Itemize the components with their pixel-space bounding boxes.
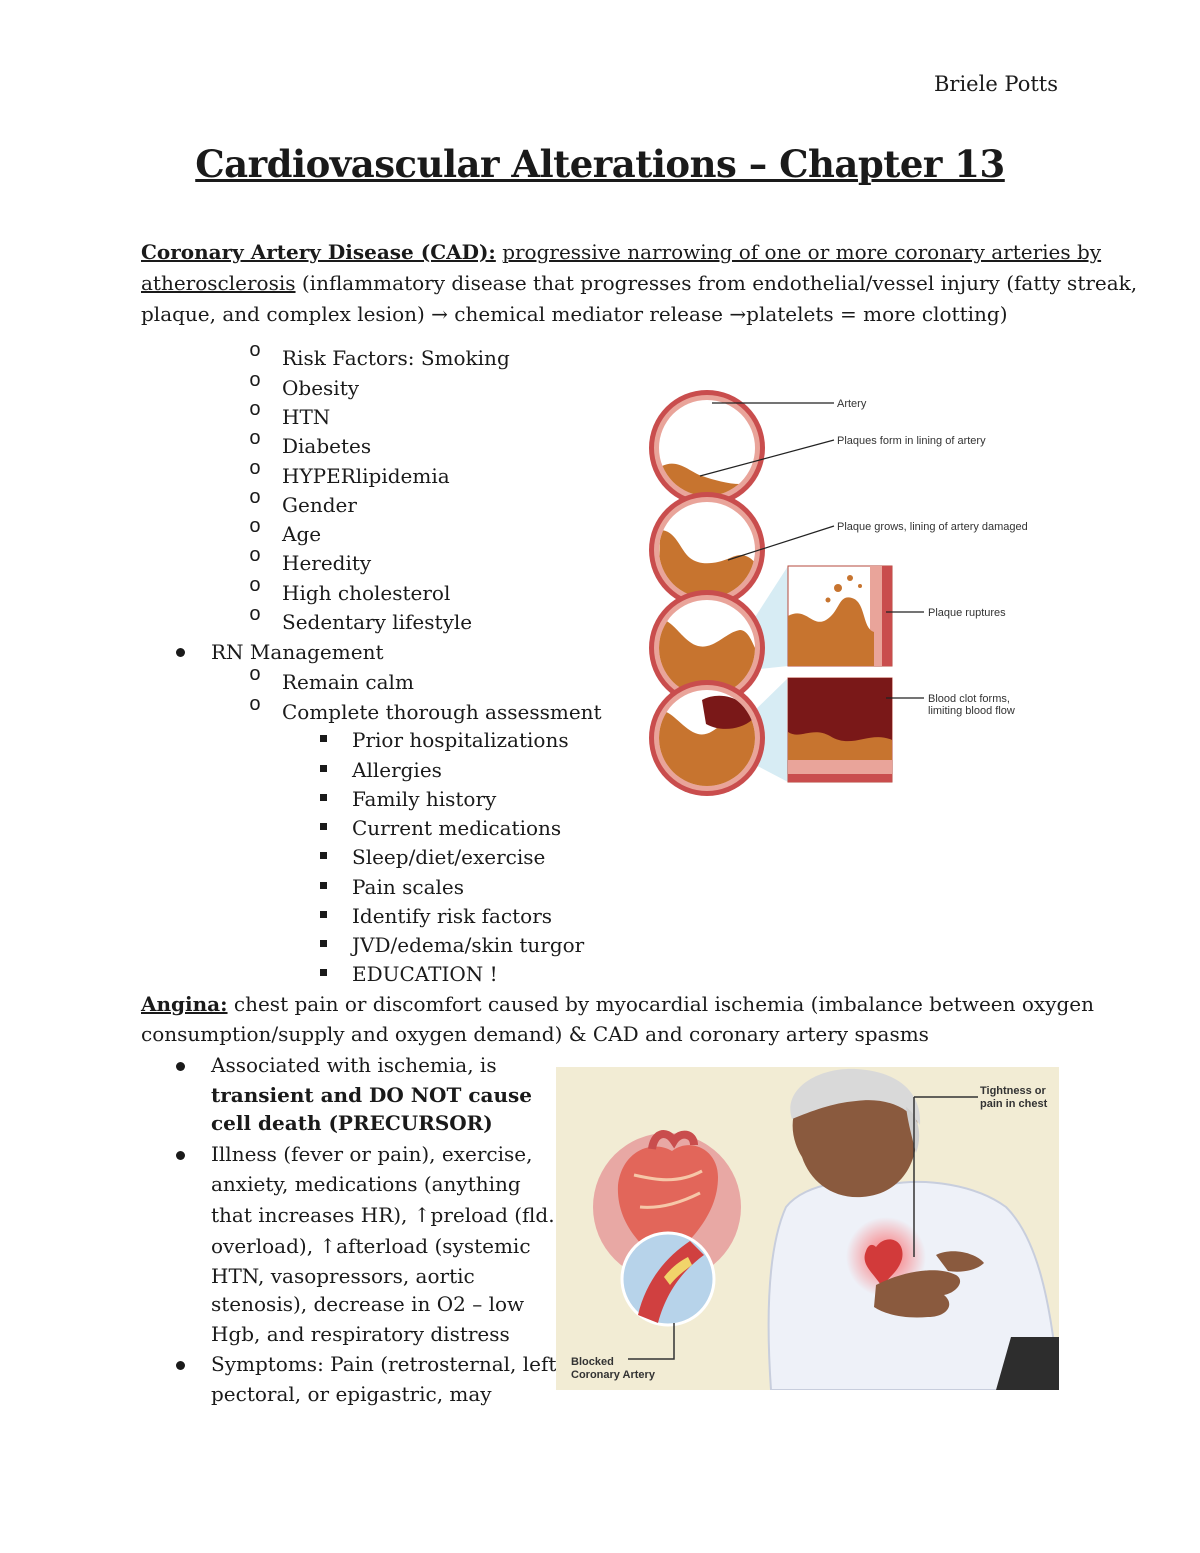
cad-definition-start: progressive narrowing of one or more coronary arteries by xyxy=(502,240,1102,264)
angina-line-2: consumption/supply and oxygen demand) & CAD and coronary artery spasms xyxy=(141,1022,929,1046)
list-item: Current medications xyxy=(352,816,562,840)
label-tightness: Tightness or xyxy=(980,1085,1046,1097)
angina-definition-text: chest pain or discomfort caused by myocardial ischemia (imbalance between oxygen xyxy=(227,992,1094,1016)
blood-clot-zoom xyxy=(788,678,892,782)
bullet-text: overload), ↑afterload (systemic xyxy=(211,1234,531,1258)
author-name: Briele Potts xyxy=(933,72,1058,96)
bullet-text: pectoral, or epigastric, may xyxy=(211,1382,492,1406)
bullet-square-icon xyxy=(320,911,327,918)
bullet-text: stenosis), decrease in O2 – low xyxy=(211,1292,525,1316)
list-item: Prior hospitalizations xyxy=(352,728,569,752)
bullet-text-bold: cell death (PRECURSOR) xyxy=(211,1111,493,1135)
bullet-o-icon xyxy=(249,615,263,629)
bullet-text: Associated with ischemia, is xyxy=(211,1053,497,1077)
list-item: Family history xyxy=(352,787,497,811)
list-item: Diabetes xyxy=(282,434,372,458)
plaque-rupture-zoom xyxy=(788,566,892,666)
artery-cross-section xyxy=(649,390,765,506)
list-item: Heredity xyxy=(282,551,372,575)
label-limiting-flow: limiting blood flow xyxy=(928,705,1015,717)
bullet-square-icon xyxy=(320,882,327,889)
bullet-text: HTN, vasopressors, aortic xyxy=(211,1264,475,1288)
list-item: HYPERlipidemia xyxy=(282,464,450,488)
bullet-text: anxiety, medications (anything xyxy=(211,1172,521,1196)
label-coronary-artery: Coronary Artery xyxy=(571,1369,655,1381)
angina-figure xyxy=(556,1067,1059,1390)
list-item: Risk Factors: Smoking xyxy=(282,346,510,370)
cad-line-3: plaque, and complex lesion) → chemical mediator release →platelets = more clotting) xyxy=(141,302,1008,326)
bullet-o-icon xyxy=(249,675,263,689)
list-item: EDUCATION ! xyxy=(352,962,498,986)
list-item: Gender xyxy=(282,493,357,517)
cad-line-1 xyxy=(141,237,1101,267)
bullet-disc-icon xyxy=(176,1062,185,1071)
angina-term: Angina: xyxy=(141,992,228,1016)
cad-term: Coronary Artery Disease (CAD): xyxy=(141,240,496,264)
bullet-o-icon xyxy=(249,410,263,424)
bullet-o-icon xyxy=(249,705,263,719)
label-plaque-ruptures: Plaque ruptures xyxy=(928,607,1006,619)
artery-cross-section xyxy=(649,680,765,800)
bullet-disc-icon xyxy=(176,648,185,657)
cad-definition-mid: (inflammatory disease that progresses from endothelial/vessel injury (fatty streak, xyxy=(295,271,1138,295)
bullet-o-icon xyxy=(249,469,263,483)
atherosclerosis-figure xyxy=(590,380,1060,820)
bullet-text: that increases HR), ↑preload (fld. xyxy=(211,1203,555,1227)
bullet-o-icon xyxy=(249,439,263,453)
bullet-square-icon xyxy=(320,823,327,830)
list-item: Identify risk factors xyxy=(352,904,553,928)
bullet-square-icon xyxy=(320,794,327,801)
list-item: High cholesterol xyxy=(282,581,451,605)
bullet-o-icon xyxy=(249,556,263,570)
bullet-o-icon xyxy=(249,381,263,395)
page-title: Cardiovascular Alterations – Chapter 13 xyxy=(195,142,1005,186)
bullet-square-icon xyxy=(320,852,327,859)
list-item: Allergies xyxy=(352,758,442,782)
list-item: Obesity xyxy=(282,376,360,400)
label-plaque-grows: Plaque grows, lining of artery damaged xyxy=(837,521,1028,533)
bullet-square-icon xyxy=(320,940,327,947)
bullet-square-icon xyxy=(320,969,327,976)
label-chest-pain: pain in chest xyxy=(980,1098,1048,1110)
list-item: JVD/edema/skin turgor xyxy=(352,933,585,957)
bullet-disc-icon xyxy=(176,1151,185,1160)
bullet-text: Hgb, and respiratory distress xyxy=(211,1322,510,1346)
atherosclerosis-term: atherosclerosis xyxy=(141,271,296,295)
bullet-o-icon xyxy=(249,527,263,541)
list-item: Sleep/diet/exercise xyxy=(352,845,546,869)
list-item: Age xyxy=(282,522,322,546)
list-item: Sedentary lifestyle xyxy=(282,610,473,634)
cad-line-2 xyxy=(141,268,1137,298)
angina-line-1 xyxy=(141,989,1094,1019)
bullet-o-icon xyxy=(249,351,263,365)
label-plaques-form: Plaques form in lining of artery xyxy=(837,435,986,447)
bullet-square-icon xyxy=(320,765,327,772)
list-item: Complete thorough assessment xyxy=(282,700,602,724)
label-artery: Artery xyxy=(837,398,867,410)
bullet-o-icon xyxy=(249,586,263,600)
bullet-disc-icon xyxy=(176,1361,185,1370)
list-item: HTN xyxy=(282,405,331,429)
list-item: Pain scales xyxy=(352,875,465,899)
list-item: Remain calm xyxy=(282,670,414,694)
rn-management-heading: RN Management xyxy=(211,640,384,664)
bullet-text: Symptoms: Pain (retrosternal, left xyxy=(211,1352,557,1376)
bullet-text-bold: transient and DO NOT cause xyxy=(211,1083,532,1107)
label-blood-clot: Blood clot forms, xyxy=(928,693,1010,705)
bullet-square-icon xyxy=(320,735,327,742)
bullet-o-icon xyxy=(249,498,263,512)
bullet-text: Illness (fever or pain), exercise, xyxy=(211,1142,533,1166)
label-blocked: Blocked xyxy=(571,1356,614,1368)
